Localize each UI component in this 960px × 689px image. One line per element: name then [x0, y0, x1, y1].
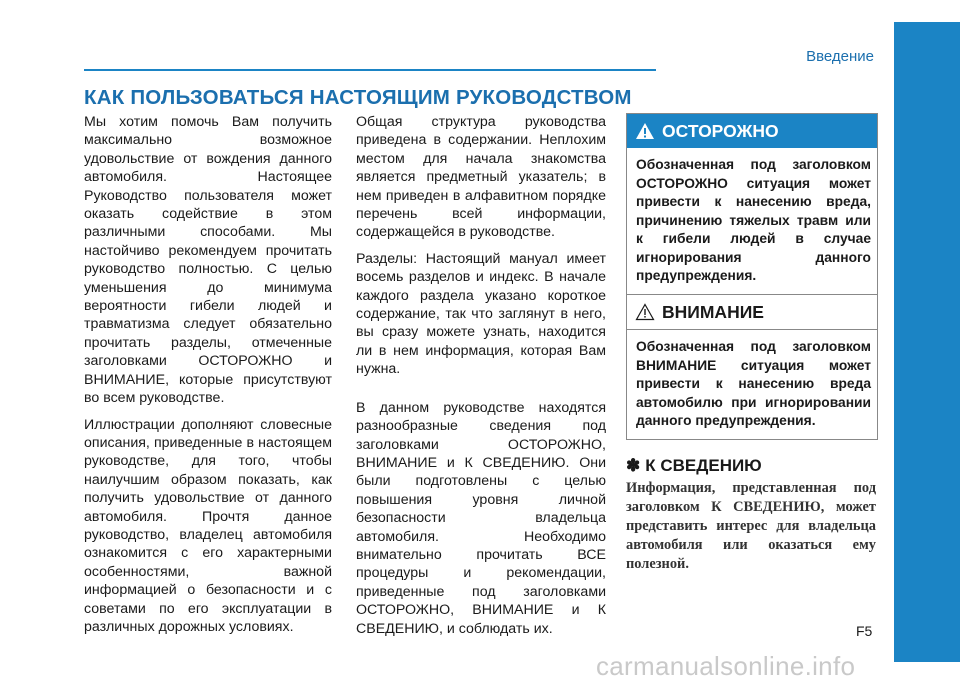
warning-box — [626, 113, 878, 295]
page-title: КАК ПОЛЬЗОВАТЬСЯ НАСТОЯЩИМ РУКОВОДСТВОМ — [84, 86, 632, 109]
paragraph: Мы хотим помочь Вам получить максимально возможное удовольствие от вождения данного автомобиля. Настоящее Руководство пользователя может оказать содействие в этом различными способами. Мы настойчиво рекомендуем прочитать руководство полностью. С целью уменьшения до минимума вероятности гибели людей и травматизма следует обязательно прочитать разделы, отмеченные заголовками ОСТОРОЖНО и ВНИМАНИЕ, которые присутствуют во всем руководстве. — [84, 114, 332, 407]
notice-title: К СВЕДЕНИЮ — [645, 456, 762, 475]
section-tab-bar — [894, 22, 960, 662]
warning-title: ОСТОРОЖНО — [662, 120, 779, 141]
section-label: Введение — [806, 48, 874, 65]
paragraph: Общая структура руководства приведена в содержании. Неплохим местом для начала знакомства является предметный указатель; в нем приведен в алфавитном порядке перечень всей информации, содержащейся в руководстве. — [356, 114, 606, 241]
column-left — [84, 113, 332, 644]
warning-text: Обозначенная под заголовком ОСТОРОЖНО ситуация может привести к нанесению вреда, причинению тяжелых травм или к гибели людей в случае игнорирования данного предупреждения. — [636, 157, 871, 283]
notice-block — [626, 456, 876, 574]
column-middle — [356, 113, 606, 646]
paragraph: Разделы: Настоящий мануал имеет восемь разделов и индекс. В начале каждого раздела указано короткое содержание, так что заглянут в него, вы сразу можете узнать, находится ли в нем информация, которая Вам нужна. — [356, 250, 606, 378]
header-rule — [84, 69, 656, 71]
caution-box — [626, 294, 878, 440]
notice-star-icon: ✽ — [626, 456, 641, 475]
notice-header — [626, 456, 876, 476]
caution-title: ВНИМАНИЕ — [662, 301, 764, 322]
page-number: F5 — [856, 623, 873, 639]
warning-header — [627, 114, 877, 148]
paragraph: В данном руководстве находятся разнообразные сведения под заголовками ОСТОРОЖНО, ВНИМАНИЕ и К СВЕДЕНИЮ. Они были подготовлены с целью повышения уровня личной безопасности владельца автомобиля. Необходимо внимательно прочитать ВСЕ процедуры и рекомендации, приведенные под заголовками ОСТОРОЖНО, ВНИМАНИЕ и К СВЕДЕНИЮ, и соблюдать их. — [356, 399, 606, 637]
caution-header — [627, 295, 877, 330]
caution-text: Обозначенная под заголовком ВНИМАНИЕ ситуация может привести к нанесению вреда автомобилю при игнорировании данного предупреждения. — [636, 339, 871, 428]
watermark: carmanualsonline.info — [596, 651, 856, 681]
paragraph: Иллюстрации дополняют словесные описания, приведенные в настоящем руководстве, для того, чтобы наилучшим образом показать, как получить удовольствие от данного автомобиля. Прочтя данное руководство, владелец автомобиля ознакомится с его характерными особенностями, важной информацией о безопасности и с советами по его эксплуатации в различных дорожных условиях. — [84, 416, 332, 635]
caution-triangle-icon — [635, 303, 655, 321]
warning-triangle-icon — [635, 122, 655, 140]
notice-text: Информация, представленная под заголовком К СВЕДЕНИЮ, может представить интерес для владельца автомобиля или оказаться ему полезной. — [626, 480, 876, 572]
